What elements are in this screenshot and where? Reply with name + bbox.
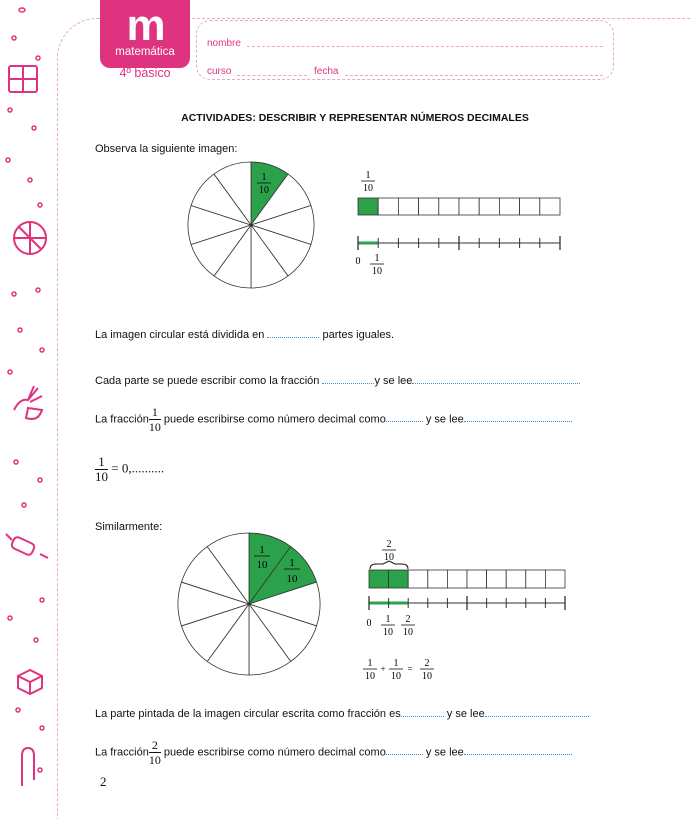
bar-cell-shaded [369, 570, 389, 588]
eq-rhs[interactable]: = 0,.......... [111, 460, 165, 476]
logo [100, 0, 190, 68]
q5-text-post: y se lee [425, 746, 464, 759]
q3-frac-num: 1 [149, 405, 161, 420]
question-5 [95, 738, 572, 767]
logo-word: matemática [115, 46, 175, 58]
q4-text-pre: La parte pintada de la imagen circular escrita como fracción es [95, 708, 401, 720]
sum-r-num: 2 [424, 658, 430, 669]
pie2-slice2-den: 10 [286, 573, 298, 585]
q5-reading-blank[interactable] [464, 745, 572, 755]
line2-tick2-den: 10 [403, 627, 413, 638]
sum-a-den: 10 [365, 671, 375, 682]
brace-label-num: 2 [386, 539, 392, 550]
pie-chart-1 [180, 155, 330, 300]
bar-cell [408, 570, 428, 588]
student-info-box [196, 20, 614, 80]
candy-icon [6, 534, 48, 558]
sum-plus: + [380, 664, 386, 674]
bar-cell [479, 198, 499, 215]
q2-text-pre: Cada parte se puede escribir como la fracción [95, 375, 320, 387]
q1-answer-blank[interactable] [267, 328, 319, 338]
curso-label: curso [207, 66, 232, 77]
bar-cell [467, 570, 487, 588]
pie2-slice2-num: 1 [289, 557, 295, 569]
decorative-margin [0, 0, 58, 786]
sum-r-den: 10 [422, 671, 432, 682]
q2-reading-blank[interactable] [412, 374, 580, 384]
pie-doodle-icon [14, 222, 46, 254]
pie1-slice-num: 1 [261, 172, 267, 183]
fecha-field[interactable] [345, 75, 603, 76]
bar-cell-shaded [358, 198, 378, 215]
brace-label-den: 10 [384, 552, 394, 563]
bar-cell [545, 570, 565, 588]
pie-chart-2 [170, 528, 330, 688]
cube-icon [18, 670, 42, 694]
q4-fraction-blank[interactable] [401, 707, 444, 717]
question-3 [95, 405, 572, 434]
equation-1 [95, 455, 164, 484]
abacus-icon [9, 66, 37, 92]
bar-cell [398, 198, 418, 215]
bar-and-line-2 [358, 535, 573, 685]
nombre-label: nombre [207, 38, 241, 49]
pie2-slice1-num: 1 [259, 544, 265, 556]
q4-reading-blank[interactable] [485, 707, 589, 717]
bar-cell [439, 198, 459, 215]
sum-a-num: 1 [367, 658, 373, 669]
question-4 [95, 707, 589, 720]
logo-letter: m [126, 1, 164, 50]
page-title: ACTIVIDADES: DESCRIBIR Y REPRESENTAR NÚMEROS DECIMALES [181, 112, 529, 124]
bar1-label-num: 1 [365, 170, 371, 181]
line1-tick-den: 10 [372, 266, 382, 277]
q3-reading-blank[interactable] [464, 412, 572, 422]
question-2 [95, 374, 580, 387]
q5-text-mid: puede escribirse como número decimal como [163, 746, 386, 759]
bar-cell [540, 198, 560, 215]
line1-zero: 0 [355, 256, 361, 267]
bar-cell [520, 198, 540, 215]
q4-text-mid: y se lee [446, 708, 485, 720]
q3-text-mid: puede escribirse como número decimal como [163, 413, 386, 426]
bar-and-line-1 [350, 168, 570, 278]
q1-text-pre: La imagen circular está dividida en [95, 329, 265, 341]
bar-cell [428, 570, 448, 588]
q5-decimal-blank[interactable] [386, 745, 423, 755]
q1-text-post: partes iguales. [322, 329, 395, 341]
bar-cell [526, 570, 546, 588]
question-1 [95, 328, 394, 341]
bar-cell [419, 198, 439, 215]
line1-tick-num: 1 [374, 253, 380, 264]
bar-cell [487, 570, 507, 588]
bar-cell [447, 570, 467, 588]
line2-tick1-den: 10 [383, 627, 393, 638]
curso-field[interactable] [237, 75, 307, 76]
q2-fraction-blank[interactable] [322, 374, 374, 384]
q5-frac-den: 10 [148, 753, 161, 767]
bar-cell [378, 198, 398, 215]
section2-intro: Similarmente: [95, 521, 163, 533]
pie2-slice1-den: 10 [256, 559, 268, 571]
q5-frac-num: 2 [149, 738, 161, 753]
line2-tick2-num: 2 [405, 614, 411, 625]
nombre-field[interactable] [247, 46, 603, 47]
sum-eq: = [407, 664, 413, 674]
section1-intro: Observa la siguiente imagen: [95, 143, 238, 155]
q3-decimal-blank[interactable] [386, 412, 423, 422]
hand-icon [14, 386, 42, 419]
eq-frac-den: 10 [95, 469, 108, 484]
line2-zero: 0 [366, 618, 372, 629]
sum-b-den: 10 [391, 671, 401, 682]
fecha-label: fecha [314, 66, 339, 77]
q2-text-mid: y se lee [374, 375, 413, 387]
q5-text-pre: La fracción [95, 746, 149, 759]
partial-equation: 2 [100, 774, 107, 789]
grade-label: 4º básico [119, 66, 171, 80]
q3-frac-den: 10 [148, 420, 161, 434]
bar-cell-shaded [389, 570, 409, 588]
bar1-label-den: 10 [363, 183, 373, 194]
q3-text-pre: La fracción [95, 413, 149, 426]
eq-frac-num: 1 [95, 455, 108, 470]
line2-tick1-num: 1 [385, 614, 391, 625]
bar-cell [499, 198, 519, 215]
pie1-slice-den: 10 [259, 185, 269, 196]
bar-cell [506, 570, 526, 588]
bar-cell [459, 198, 479, 215]
paperclip-icon [22, 748, 34, 786]
q3-text-post: y se lee [425, 413, 464, 426]
sum-b-num: 1 [393, 658, 399, 669]
